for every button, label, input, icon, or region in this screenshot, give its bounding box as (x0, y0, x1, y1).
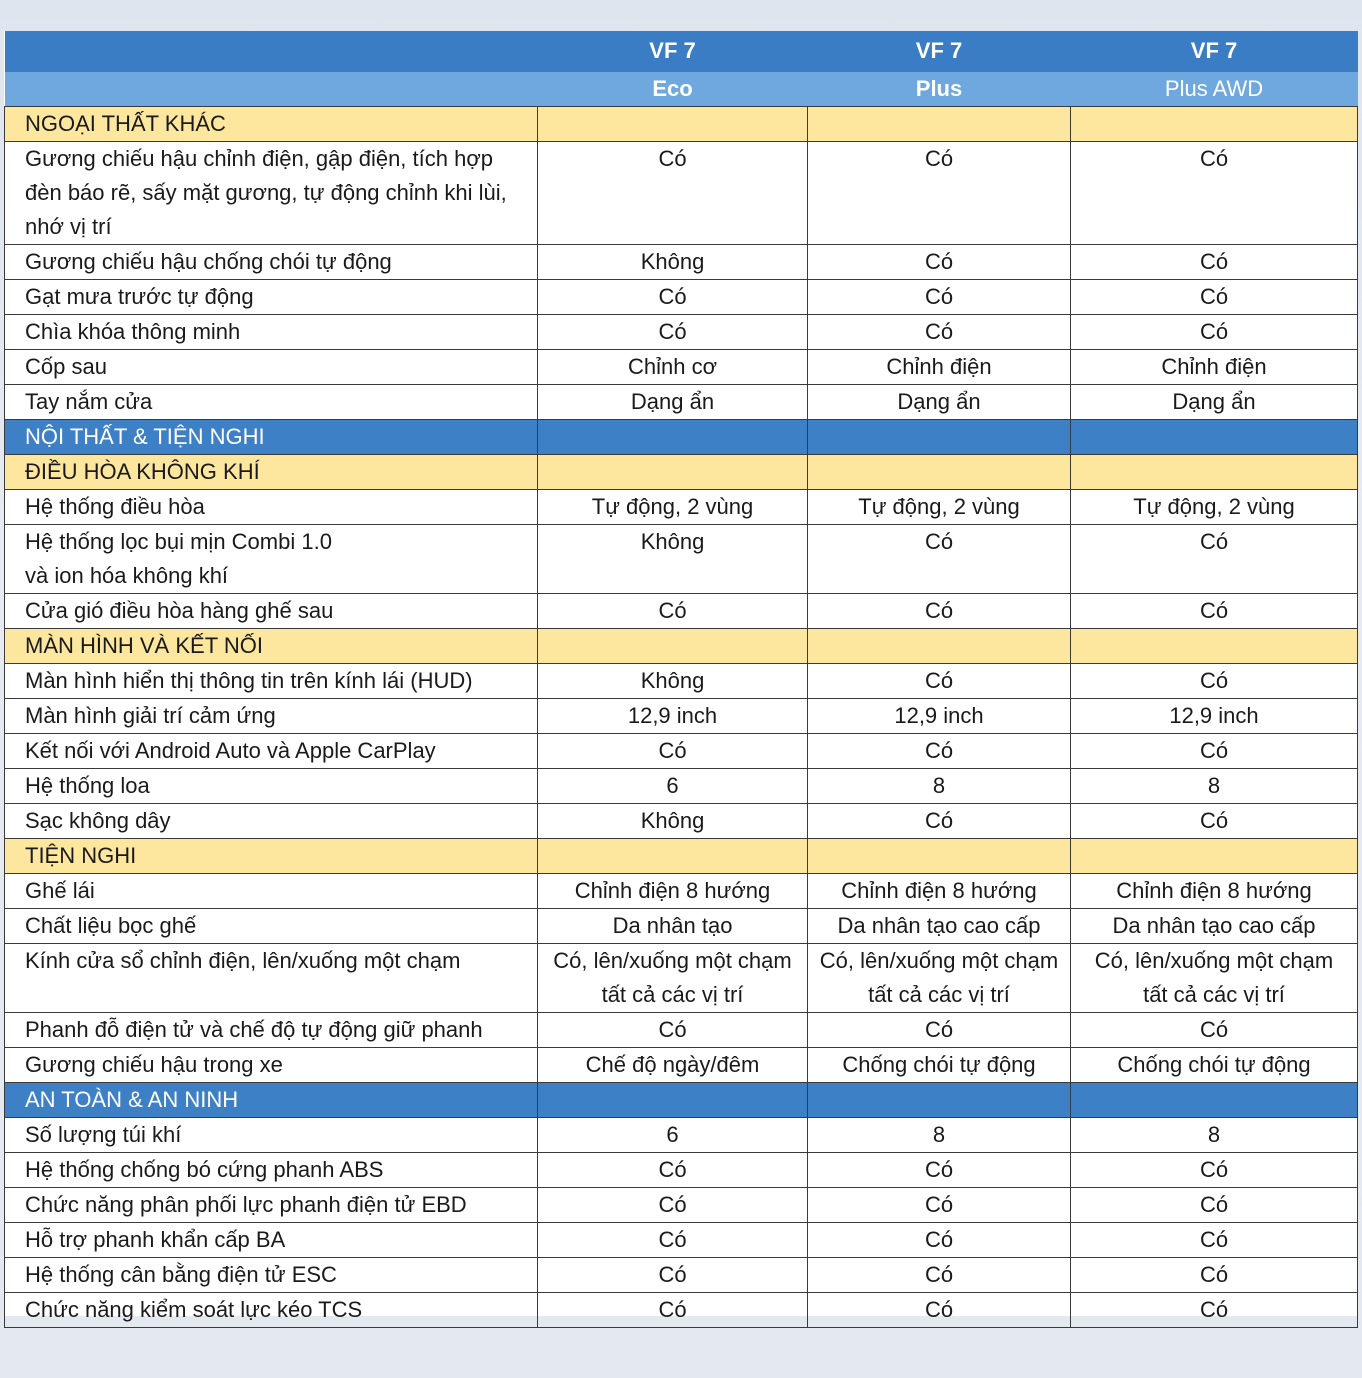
value-plus-awd: Tự động, 2 vùng (1071, 490, 1358, 525)
value-eco: Có (538, 594, 808, 629)
header-trim: Eco (538, 72, 808, 107)
table-row (5, 909, 1358, 944)
table-row (5, 1048, 1358, 1083)
value-plus-awd: Có (1071, 734, 1358, 769)
value-eco: Có (538, 1223, 808, 1258)
value-line: Có, lên/xuống một chạm (553, 948, 792, 973)
table-row (5, 280, 1358, 315)
value-plus-awd: Có (1071, 1223, 1358, 1258)
value-plus-awd: Có (1071, 664, 1358, 699)
row-label: Ghế lái (5, 874, 538, 909)
table-row (5, 315, 1358, 350)
value-plus-awd: Có (1071, 804, 1358, 839)
row-label: Hệ thống chống bó cứng phanh ABS (5, 1153, 538, 1188)
value-plus: Có (808, 1258, 1071, 1293)
value-eco: Có (538, 734, 808, 769)
value-plus-awd: Dạng ẩn (1071, 385, 1358, 420)
header-row-model (5, 31, 1358, 72)
row-label: Màn hình giải trí cảm ứng (5, 699, 538, 734)
category-label: TIỆN NGHI (5, 839, 538, 874)
row-label-line: đèn báo rẽ, sấy mặt gương, tự động chỉnh khi lùi, (25, 180, 507, 205)
table-row (5, 594, 1358, 629)
row-label: Số lượng túi khí (5, 1118, 538, 1153)
row-label: Chất liệu bọc ghế (5, 909, 538, 944)
value-plus: Có (808, 1293, 1071, 1328)
value-plus-awd: Có (1071, 1013, 1358, 1048)
row-label-line: và ion hóa không khí (25, 563, 229, 588)
spec-comparison-table (4, 31, 1358, 1328)
value-eco: Tự động, 2 vùng (538, 490, 808, 525)
value-eco: Có (538, 1188, 808, 1223)
value-eco: Có (538, 1013, 808, 1048)
header-empty (5, 72, 538, 107)
value-eco: Chế độ ngày/đêm (538, 1048, 808, 1083)
row-label: Hệ thống điều hòa (5, 490, 538, 525)
row-label: Kính cửa sổ chỉnh điện, lên/xuống một chạm (5, 944, 538, 1013)
value-eco: Chỉnh điện 8 hướng (538, 874, 808, 909)
row-label: Hệ thống cân bằng điện tử ESC (5, 1258, 538, 1293)
row-label: Hỗ trợ phanh khẩn cấp BA (5, 1223, 538, 1258)
row-label: Chức năng kiểm soát lực kéo TCS (5, 1293, 538, 1328)
value-eco: Không (538, 664, 808, 699)
spec-table-container (4, 31, 1357, 1322)
value-plus: Có (808, 525, 1071, 594)
category-row (5, 455, 1358, 490)
table-row (5, 734, 1358, 769)
value-eco: Có (538, 1293, 808, 1328)
value-plus: Có (808, 734, 1071, 769)
table-row (5, 769, 1358, 804)
value-plus-awd (1071, 944, 1358, 1013)
value-plus-awd: Chống chói tự động (1071, 1048, 1358, 1083)
value-eco: Không (538, 525, 808, 594)
row-label: Sạc không dây (5, 804, 538, 839)
table-row (5, 1118, 1358, 1153)
table-row (5, 1153, 1358, 1188)
value-plus-awd: Có (1071, 1188, 1358, 1223)
row-label: Gương chiếu hậu trong xe (5, 1048, 538, 1083)
category-label: NGOẠI THẤT KHÁC (5, 107, 538, 142)
value-plus: Chỉnh điện 8 hướng (808, 874, 1071, 909)
value-plus: Có (808, 315, 1071, 350)
value-plus: Có (808, 1013, 1071, 1048)
value-plus-awd: Có (1071, 315, 1358, 350)
value-plus-awd: Có (1071, 1258, 1358, 1293)
value-plus-awd: Có (1071, 594, 1358, 629)
value-plus-awd: Có (1071, 245, 1358, 280)
category-label: MÀN HÌNH VÀ KẾT NỐI (5, 629, 538, 664)
header-empty (5, 31, 538, 72)
value-plus: Có (808, 1223, 1071, 1258)
header-trim: Plus (808, 72, 1071, 107)
section-label: NỘI THẤT & TIỆN NGHI (5, 420, 538, 455)
row-label-line: nhớ vị trí (25, 214, 112, 239)
table-row (5, 1188, 1358, 1223)
value-eco: Chỉnh cơ (538, 350, 808, 385)
table-row (5, 874, 1358, 909)
row-label: Hệ thống loa (5, 769, 538, 804)
table-row (5, 1258, 1358, 1293)
value-eco: 6 (538, 769, 808, 804)
table-row (5, 1293, 1358, 1328)
value-plus-awd: 8 (1071, 1118, 1358, 1153)
table-row (5, 1223, 1358, 1258)
category-row (5, 629, 1358, 664)
value-plus: Có (808, 594, 1071, 629)
row-label-line: Hệ thống lọc bụi mịn Combi 1.0 (25, 529, 332, 554)
value-plus: Có (808, 1188, 1071, 1223)
value-plus-awd: Có (1071, 142, 1358, 245)
row-label: Màn hình hiển thị thông tin trên kính lái (HUD) (5, 664, 538, 699)
value-plus: Có (808, 1153, 1071, 1188)
header-row-trim (5, 72, 1358, 107)
category-row (5, 839, 1358, 874)
row-label (5, 525, 538, 594)
table-row (5, 699, 1358, 734)
row-label: Chìa khóa thông minh (5, 315, 538, 350)
value-plus-awd: 12,9 inch (1071, 699, 1358, 734)
row-label: Gương chiếu hậu chống chói tự động (5, 245, 538, 280)
header-trim: Plus AWD (1071, 72, 1358, 107)
value-plus: Chống chói tự động (808, 1048, 1071, 1083)
header-model: VF 7 (808, 31, 1071, 72)
value-plus-awd: Chỉnh điện (1071, 350, 1358, 385)
value-eco: Không (538, 804, 808, 839)
section-row (5, 1083, 1358, 1118)
value-plus-awd: Da nhân tạo cao cấp (1071, 909, 1358, 944)
section-row (5, 420, 1358, 455)
value-line: tất cả các vị trí (868, 982, 1010, 1007)
table-row (5, 944, 1358, 1013)
header-model: VF 7 (1071, 31, 1358, 72)
value-line: tất cả các vị trí (1143, 982, 1285, 1007)
table-row (5, 385, 1358, 420)
row-label: Cửa gió điều hòa hàng ghế sau (5, 594, 538, 629)
value-plus: Dạng ẩn (808, 385, 1071, 420)
value-eco: 6 (538, 1118, 808, 1153)
value-eco: Không (538, 245, 808, 280)
value-eco: Có (538, 1153, 808, 1188)
row-label: Chức năng phân phối lực phanh điện tử EBD (5, 1188, 538, 1223)
row-label: Cốp sau (5, 350, 538, 385)
value-plus-awd: Có (1071, 1153, 1358, 1188)
category-label: ĐIỀU HÒA KHÔNG KHÍ (5, 455, 538, 490)
table-row (5, 245, 1358, 280)
header-model: VF 7 (538, 31, 808, 72)
value-plus: Da nhân tạo cao cấp (808, 909, 1071, 944)
value-plus-awd: Có (1071, 525, 1358, 594)
value-plus (808, 944, 1071, 1013)
value-plus: Có (808, 142, 1071, 245)
row-label: Phanh đỗ điện tử và chế độ tự động giữ phanh (5, 1013, 538, 1048)
value-eco: Có (538, 1258, 808, 1293)
row-label-line: Gương chiếu hậu chỉnh điện, gập điện, tích hợp (25, 146, 494, 171)
table-row (5, 350, 1358, 385)
value-plus: Chỉnh điện (808, 350, 1071, 385)
table-row (5, 664, 1358, 699)
value-plus: Tự động, 2 vùng (808, 490, 1071, 525)
value-eco: 12,9 inch (538, 699, 808, 734)
table-row (5, 490, 1358, 525)
row-label: Tay nắm cửa (5, 385, 538, 420)
value-plus: 8 (808, 769, 1071, 804)
value-eco: Da nhân tạo (538, 909, 808, 944)
value-plus: 8 (808, 1118, 1071, 1153)
value-plus: 12,9 inch (808, 699, 1071, 734)
value-plus-awd: Có (1071, 280, 1358, 315)
row-label (5, 142, 538, 245)
table-row (5, 525, 1358, 594)
row-label: Gạt mưa trước tự động (5, 280, 538, 315)
section-label: AN TOÀN & AN NINH (5, 1083, 538, 1118)
value-eco: Có (538, 315, 808, 350)
value-line: Có, lên/xuống một chạm (1094, 948, 1334, 973)
value-plus: Có (808, 664, 1071, 699)
value-eco (538, 944, 808, 1013)
table-row (5, 142, 1358, 245)
value-plus-awd: Có (1071, 1293, 1358, 1328)
table-row (5, 1013, 1358, 1048)
value-plus: Có (808, 804, 1071, 839)
value-eco: Có (538, 280, 808, 315)
value-eco: Dạng ẩn (538, 385, 808, 420)
value-plus-awd: Chỉnh điện 8 hướng (1071, 874, 1358, 909)
table-row (5, 804, 1358, 839)
value-plus-awd: 8 (1071, 769, 1358, 804)
category-row (5, 107, 1358, 142)
value-plus: Có (808, 245, 1071, 280)
value-plus: Có (808, 280, 1071, 315)
value-eco: Có (538, 142, 808, 245)
value-line: Có, lên/xuống một chạm (819, 948, 1059, 973)
row-label: Kết nối với Android Auto và Apple CarPlay (5, 734, 538, 769)
value-line: tất cả các vị trí (601, 982, 744, 1007)
